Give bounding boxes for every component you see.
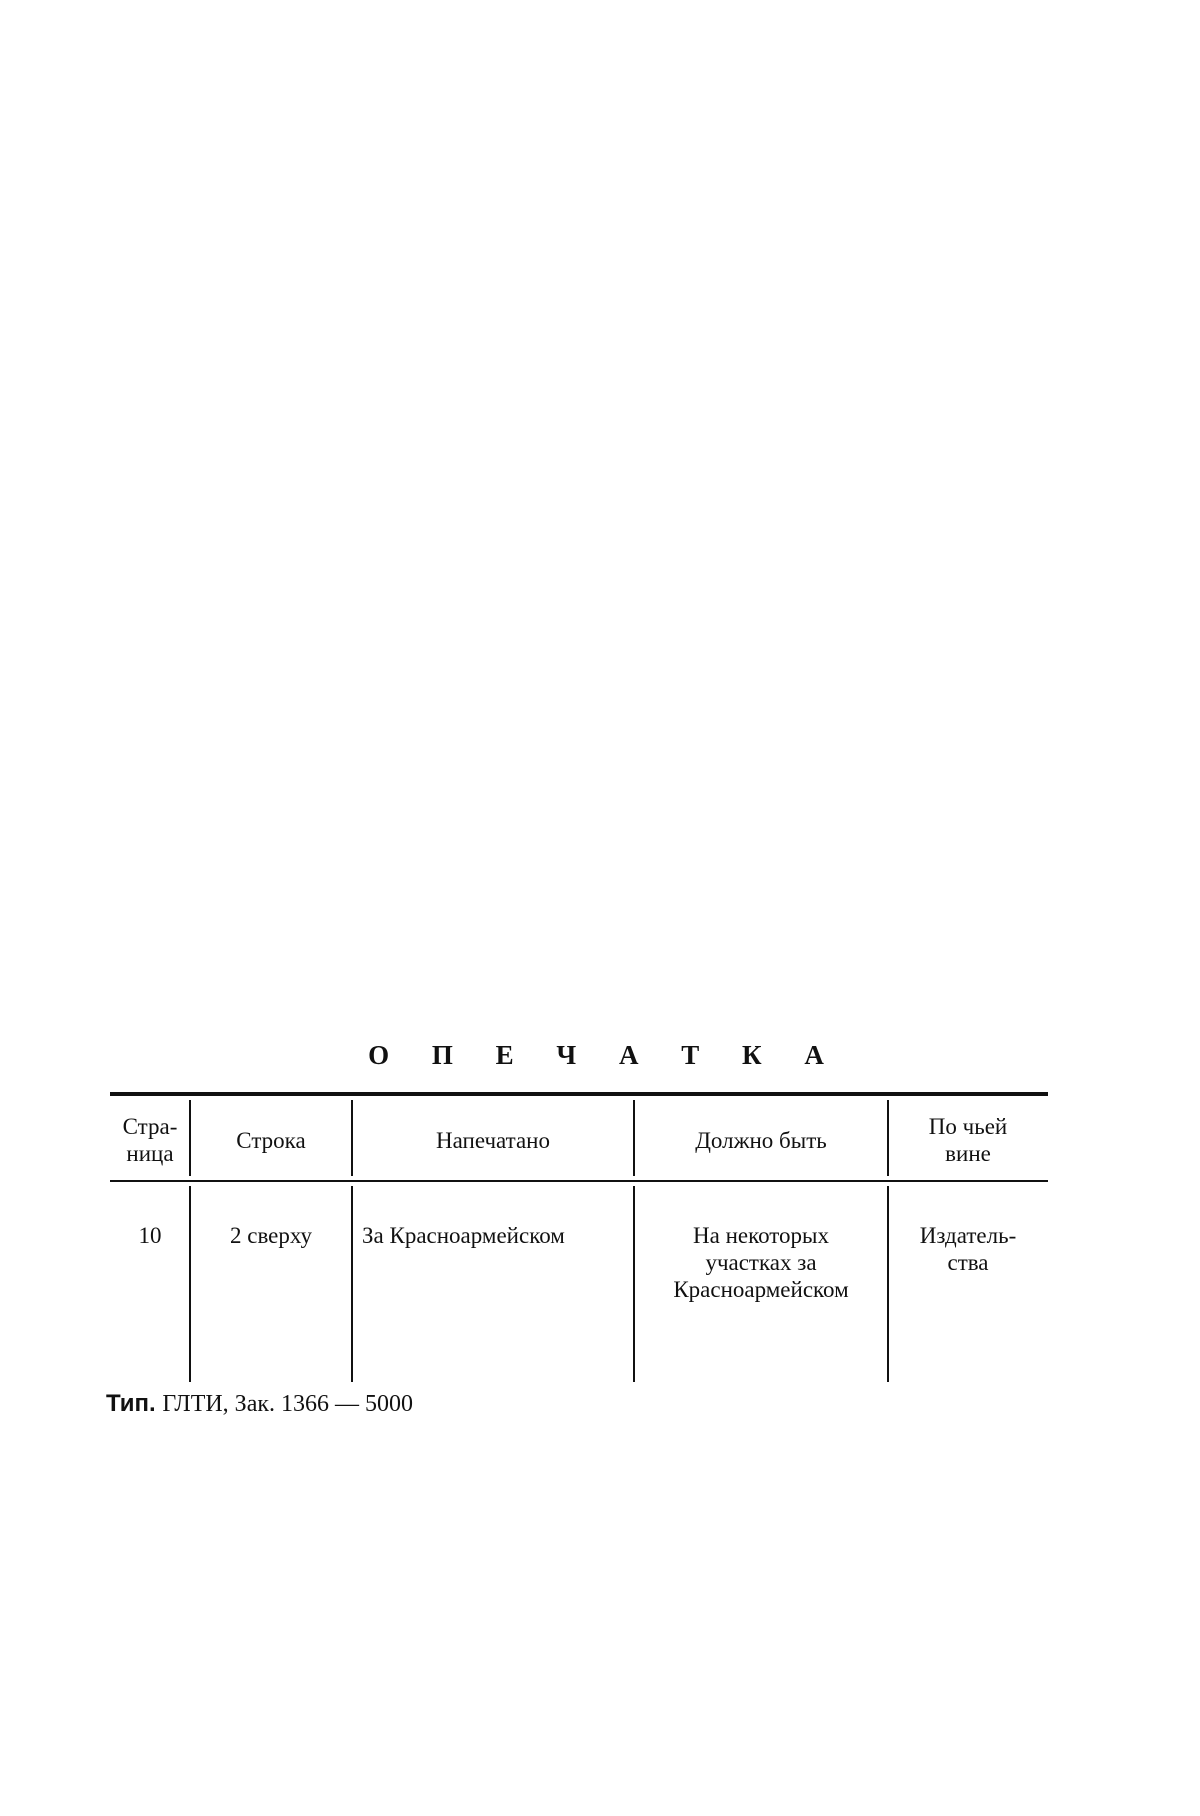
- table-cell-line: 2 сверху: [229, 1223, 313, 1248]
- column-header-page: Стра- ница: [122, 1114, 178, 1166]
- imprint-prefix: Тип.: [106, 1390, 156, 1417]
- table-cell-whose-fault: Издатель- ства: [919, 1223, 1017, 1275]
- column-header-line: Строка: [236, 1127, 306, 1153]
- errata-title: О П Е Ч А Т К А: [368, 1040, 842, 1070]
- table-cell-page: 10: [138, 1223, 162, 1248]
- table-cell-printed: За Красноармейском: [362, 1223, 565, 1248]
- column-header-should-be: Должно быть: [695, 1127, 827, 1153]
- column-divider: [189, 1186, 191, 1382]
- column-header-printed: Напечатано: [436, 1127, 550, 1153]
- imprint-text: ГЛТИ, Зак. 1366 — 5000: [162, 1391, 414, 1417]
- printer-imprint: [106, 1390, 413, 1418]
- column-header-whose-fault: По чьей вине: [928, 1114, 1008, 1166]
- table-cell-should-be: На некоторых участках за Красноармейском: [673, 1223, 849, 1302]
- header-bottom-rule: [110, 1180, 1048, 1182]
- column-divider: [351, 1186, 353, 1382]
- table-top-rule: [110, 1092, 1048, 1096]
